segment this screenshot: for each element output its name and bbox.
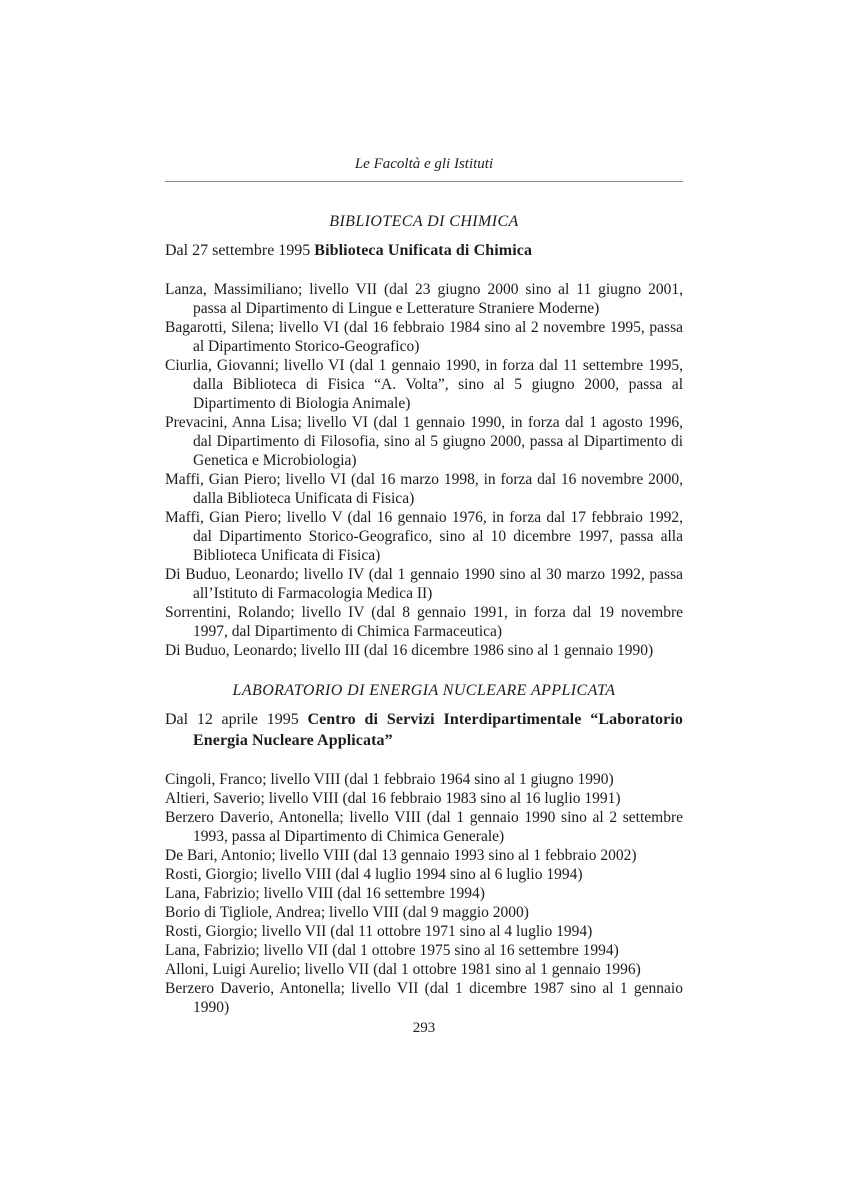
staff-entry: Ciurlia, Giovanni; livello VI (dal 1 gennaio 1990, in forza dal 11 settembre 1995, dalla Biblioteca di Fisica “A. Volta”, sino al 5 giugno 2000, passa al Dipartimento di Biologia Animale) — [165, 357, 683, 412]
intro-institution-name: Centro di Servizi Interdipartimentale “Laboratorio Energia Nucleare Applicata” — [193, 711, 683, 749]
staff-entry: Altieri, Saverio; livello VIII (dal 16 febbraio 1983 sino al 16 luglio 1991) — [165, 790, 621, 807]
staff-entry: Cingoli, Franco; livello VIII (dal 1 febbraio 1964 sino al 1 giugno 1990) — [165, 771, 614, 788]
staff-entry: Rosti, Giorgio; livello VII (dal 11 ottobre 1971 sino al 4 luglio 1994) — [165, 923, 593, 940]
staff-entry: Lana, Fabrizio; livello VII (dal 1 ottobre 1975 sino al 16 settembre 1994) — [165, 942, 619, 959]
section-laboratorio-energia-nucleare — [165, 681, 683, 1017]
section-intro-biblioteca — [165, 240, 683, 261]
section-heading-laboratorio: LABORATORIO DI ENERGIA NUCLEARE APPLICATA — [232, 682, 616, 699]
staff-entry: Rosti, Giorgio; livello VIII (dal 4 luglio 1994 sino al 6 luglio 1994) — [165, 866, 583, 883]
staff-entry: Sorrentini, Rolando; livello IV (dal 8 gennaio 1991, in forza dal 19 novembre 1997, dal Dipartimento di Chimica Farmaceutica) — [165, 604, 683, 640]
staff-entry: Maffi, Gian Piero; livello V (dal 16 gennaio 1976, in forza dal 17 febbraio 1992, dal Dipartimento Storico-Geografico, sino al 10 dicembre 1997, passa alla Biblioteca Unificata di Fisica) — [165, 509, 683, 564]
running-header: Le Facoltà e gli Istituti — [354, 156, 494, 172]
staff-entry: Berzero Daverio, Antonella; livello VIII (dal 1 gennaio 1990 sino al 2 settembre 1993, passa al Dipartimento di Chimica Generale) — [165, 809, 683, 845]
staff-entry: Alloni, Luigi Aurelio; livello VII (dal 1 ottobre 1981 sino al 1 gennaio 1996) — [165, 961, 641, 978]
staff-entry: Lanza, Massimiliano; livello VII (dal 23 giugno 2000 sino al 11 giugno 2001, passa al Dipartimento di Lingue e Letterature Straniere Moderne) — [165, 281, 683, 317]
intro-date-text: Dal 12 aprile 1995 — [165, 711, 308, 728]
staff-entry: Prevacini, Anna Lisa; livello VI (dal 1 gennaio 1990, in forza dal 1 agosto 1996, dal Dipartimento di Filosofia, sino al 5 giugno 2000, passa al Dipartimento di Genetica e Microbiologia) — [165, 414, 683, 469]
page-content — [165, 155, 683, 1017]
section-biblioteca-di-chimica — [165, 212, 683, 660]
header-rule — [165, 181, 683, 182]
section-heading-biblioteca: BIBLIOTECA DI CHIMICA — [329, 213, 519, 230]
staff-entry: Di Buduo, Leonardo; livello IV (dal 1 gennaio 1990 sino al 30 marzo 1992, passa all’Istituto di Farmacologia Medica II) — [165, 566, 683, 602]
staff-list-biblioteca — [165, 280, 683, 660]
intro-institution-name: Biblioteca Unificata di Chimica — [314, 242, 533, 259]
staff-entry: Bagarotti, Silena; livello VI (dal 16 febbraio 1984 sino al 2 novembre 1995, passa al Dipartimento Storico-Geografico) — [165, 319, 683, 355]
staff-entry: Di Buduo, Leonardo; livello III (dal 16 dicembre 1986 sino al 1 gennaio 1990) — [165, 642, 654, 659]
staff-entry: Berzero Daverio, Antonella; livello VII (dal 1 dicembre 1987 sino al 1 gennaio 1990) — [165, 980, 683, 1016]
staff-entry: Borio di Tigliole, Andrea; livello VIII (dal 9 maggio 2000) — [165, 904, 529, 921]
staff-list-laboratorio — [165, 770, 683, 1017]
staff-entry: Maffi, Gian Piero; livello VI (dal 16 marzo 1998, in forza dal 16 novembre 2000, dalla Biblioteca Unificata di Fisica) — [165, 471, 683, 507]
staff-entry: De Bari, Antonio; livello VIII (dal 13 gennaio 1993 sino al 1 febbraio 2002) — [165, 847, 637, 864]
staff-entry: Lana, Fabrizio; livello VIII (dal 16 settembre 1994) — [165, 885, 485, 902]
page-number: 293 — [412, 1020, 436, 1036]
section-intro-laboratorio — [165, 709, 683, 751]
intro-date-text: Dal 27 settembre 1995 — [165, 242, 315, 259]
